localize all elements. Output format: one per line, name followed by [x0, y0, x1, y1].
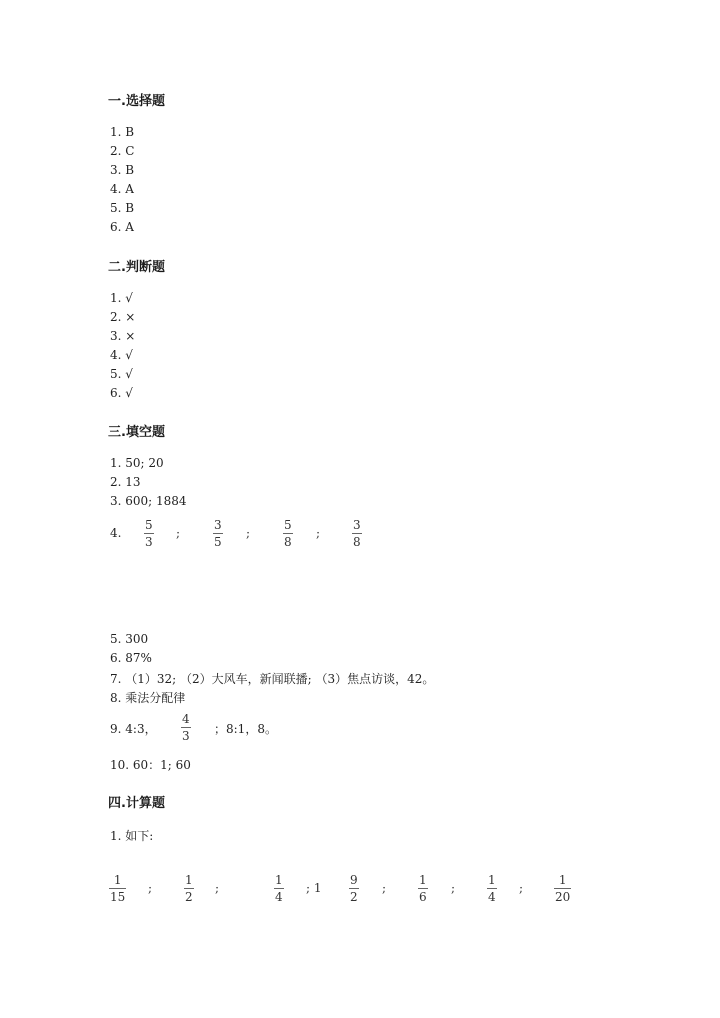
- answer-line: 1. √: [110, 291, 133, 305]
- separator: ;: [148, 881, 153, 895]
- numerator: 1: [419, 873, 427, 887]
- denominator: 3: [145, 535, 153, 549]
- fraction: [487, 873, 497, 904]
- answer-line: 7. （1）32; （2）大风车，新闻联播; （3）焦点访谈，42。: [110, 672, 435, 686]
- section-title-judge: 二.判断题: [108, 260, 165, 275]
- numerator: 5: [284, 518, 292, 532]
- fraction: [274, 873, 284, 904]
- numerator: 1: [488, 873, 496, 887]
- numerator: 9: [350, 873, 358, 887]
- fraction: [283, 518, 293, 549]
- answer-line: 4. A: [110, 182, 134, 196]
- answer-line: 6. 87%: [110, 651, 152, 665]
- separator: ;: [519, 881, 524, 895]
- answer-line: ；8:1，8。: [214, 722, 277, 736]
- numerator: 4: [182, 712, 190, 726]
- denominator: 4: [275, 890, 283, 904]
- denominator: 6: [419, 890, 427, 904]
- separator: ;: [215, 881, 220, 895]
- denominator: 20: [555, 890, 571, 904]
- fraction: [554, 873, 571, 904]
- separator: ;: [451, 881, 456, 895]
- answer-line: 5. 300: [110, 632, 149, 646]
- numerator: 3: [214, 518, 222, 532]
- denominator: 2: [350, 890, 358, 904]
- fraction: [418, 873, 428, 904]
- answer-line: 3. B: [110, 163, 135, 177]
- section-title-calc: 四.计算题: [108, 796, 165, 811]
- separator: ;: [382, 881, 387, 895]
- fraction: [184, 873, 194, 904]
- answer-line: 2. 13: [110, 475, 141, 489]
- answer-line: 4. √: [110, 348, 133, 362]
- denominator: 15: [110, 890, 126, 904]
- fraction: [109, 873, 126, 904]
- denominator: 5: [214, 535, 222, 549]
- answer-line: 1. B: [110, 125, 135, 139]
- answer-line: 5. B: [110, 201, 135, 215]
- numerator: 1: [185, 873, 193, 887]
- answer-line: 3. 600; 1884: [110, 494, 187, 508]
- denominator: 8: [353, 535, 361, 549]
- fraction: [181, 712, 191, 743]
- answer-line: 9. 4:3，: [110, 722, 157, 736]
- separator: ; 1: [306, 881, 322, 895]
- answer-line: 10. 60：1; 60: [110, 758, 191, 772]
- numerator: 5: [145, 518, 153, 532]
- answer-line: 6. A: [110, 220, 134, 234]
- answer-line: 6. √: [110, 386, 133, 400]
- separator: ;: [316, 526, 321, 540]
- numerator: 1: [558, 873, 567, 887]
- fraction: [144, 518, 154, 549]
- answer-line: 2. ×: [110, 310, 136, 324]
- separator: ;: [176, 526, 181, 540]
- fraction: [349, 873, 359, 904]
- denominator: 8: [284, 535, 292, 549]
- numerator: 1: [113, 873, 122, 887]
- section-title-fill: 三.填空题: [108, 425, 165, 440]
- denominator: 4: [488, 890, 496, 904]
- fraction: [213, 518, 223, 549]
- answer-line: 2. C: [110, 144, 135, 158]
- answer-line: 8. 乘法分配律: [110, 691, 186, 705]
- denominator: 2: [185, 890, 193, 904]
- answer-line: 5. √: [110, 367, 133, 381]
- numerator: 1: [275, 873, 283, 887]
- denominator: 3: [182, 729, 190, 743]
- fraction: [352, 518, 362, 549]
- numerator: 3: [353, 518, 361, 532]
- answer-line: 3. ×: [110, 329, 136, 343]
- answer-line: 1. 如下:: [110, 829, 154, 843]
- answer-label: 4.: [110, 526, 122, 540]
- answer-line: 1. 50; 20: [110, 456, 164, 470]
- section-title-choice: 一.选择题: [108, 94, 165, 109]
- separator: ;: [246, 526, 251, 540]
